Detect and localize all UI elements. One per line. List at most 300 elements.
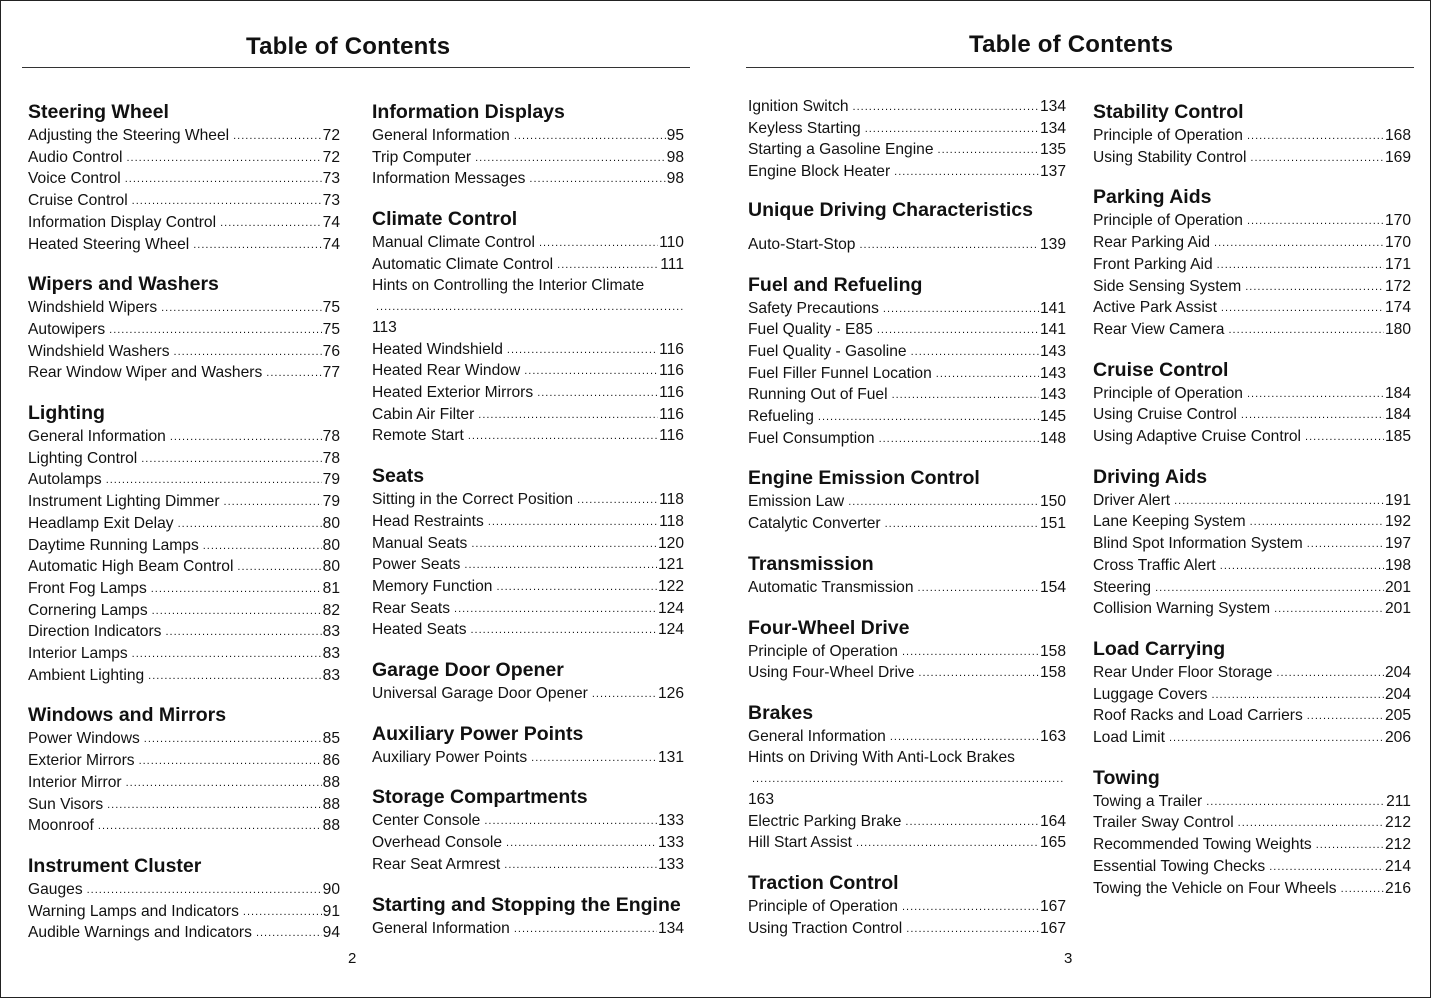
dot-leader — [1274, 598, 1384, 620]
toc-entry — [28, 362, 340, 384]
entry-page-number: 74 — [322, 213, 340, 231]
entry-page-number: 158 — [1039, 664, 1066, 682]
toc-entry — [1093, 276, 1411, 298]
entry-page-number: 81 — [322, 579, 340, 597]
entry-page-number: 134 — [657, 919, 684, 937]
dot-leader — [877, 319, 1039, 341]
dot-leader — [537, 382, 658, 404]
toc-entry — [372, 339, 684, 361]
dot-leader — [178, 513, 322, 535]
entry-page-number: 180 — [1384, 320, 1411, 338]
entry-title: Principle of Operation — [1093, 212, 1243, 230]
toc-entry — [1093, 598, 1411, 620]
entry-page-number: 83 — [322, 623, 340, 641]
entry-title: Moonroof — [28, 817, 94, 835]
entry-title: Cabin Air Filter — [372, 405, 475, 423]
entry-title: Roof Racks and Load Carriers — [1093, 707, 1303, 725]
dot-leader — [938, 139, 1039, 161]
toc-entry — [1093, 727, 1411, 749]
toc-entry — [28, 469, 340, 491]
entry-page-number: 116 — [659, 384, 684, 402]
toc-entry — [372, 168, 684, 190]
entry-title: Electric Parking Brake — [748, 812, 902, 830]
entry-title: Audio Control — [28, 148, 123, 166]
section-heading: Information Displays — [372, 101, 565, 123]
entry-page-number: 80 — [322, 514, 340, 532]
dot-leader — [936, 363, 1039, 385]
dot-leader — [170, 426, 322, 448]
toc-section-transmission — [748, 553, 1066, 599]
entry-title: Trip Computer — [372, 148, 472, 166]
dot-leader — [141, 448, 321, 470]
entry-title: Remote Start — [372, 427, 464, 445]
entry-page-number: 74 — [322, 235, 340, 253]
dot-leader — [592, 683, 657, 705]
dot-leader — [87, 879, 322, 901]
entry-page-number: 201 — [1384, 578, 1411, 596]
toc-section-storage-compartments — [372, 786, 684, 875]
dot-leader — [148, 665, 321, 687]
entry-title: Autowipers — [28, 320, 106, 338]
entry-title: Essential Towing Checks — [1093, 857, 1266, 875]
entry-title: Heated Rear Window — [372, 362, 521, 380]
entry-title: Front Parking Aid — [1093, 255, 1213, 273]
entry-page-number: 79 — [322, 471, 340, 489]
entry-title: Warning Lamps and Indicators — [28, 902, 239, 920]
toc-entry — [28, 578, 340, 600]
dot-leader — [514, 918, 657, 940]
entry-page-number: 72 — [322, 148, 340, 166]
entry-page-number: 143 — [1039, 342, 1066, 360]
entry-page-number: 172 — [1384, 277, 1411, 295]
dot-leader — [504, 854, 657, 876]
entry-title: Head Restraints — [372, 512, 484, 530]
entry-page-number: 88 — [322, 795, 340, 813]
entry-page-number: 78 — [322, 449, 340, 467]
entry-title: Rear Seat Armrest — [372, 855, 501, 873]
entry-page-number: 121 — [657, 556, 684, 574]
dot-leader — [865, 118, 1039, 140]
dot-leader — [539, 232, 658, 254]
toc-entry — [372, 598, 684, 620]
toc-entry — [1093, 404, 1411, 426]
toc-entry — [28, 168, 340, 190]
toc-entry — [28, 297, 340, 319]
dot-leader — [911, 341, 1039, 363]
toc-entry — [28, 319, 340, 341]
toc-entry — [748, 428, 1066, 450]
entry-title: Emission Law — [748, 493, 845, 511]
toc-entry — [372, 254, 684, 276]
entry-title: Sun Visors — [28, 795, 104, 813]
dot-leader — [203, 535, 322, 557]
dot-leader — [161, 297, 322, 319]
entry-title: Windshield Wipers — [28, 299, 158, 317]
dot-leader — [1221, 297, 1384, 319]
entry-page-number: 77 — [322, 364, 340, 382]
entry-title: Luggage Covers — [1093, 685, 1208, 703]
dot-leader — [1276, 662, 1384, 684]
section-heading: Load Carrying — [1093, 637, 1226, 660]
toc-entry — [1093, 834, 1411, 856]
entry-title: Ambient Lighting — [28, 666, 145, 684]
entry-page-number: 201 — [1384, 600, 1411, 618]
entry-title: Side Sensing System — [1093, 277, 1242, 295]
toc-entry — [372, 125, 684, 147]
entry-page-number: 133 — [657, 834, 684, 852]
toc-entry — [1093, 297, 1411, 319]
entry-title: Hints on Controlling the Interior Climate — [372, 276, 645, 294]
toc-entry — [748, 832, 1066, 854]
toc-entry — [1093, 533, 1411, 555]
toc-entry — [28, 901, 340, 923]
section-heading: Windows and Mirrors — [28, 704, 227, 727]
entry-page-number: 116 — [659, 427, 684, 445]
toc-section-parking-aids — [1093, 186, 1411, 340]
section-heading: Lighting — [28, 402, 105, 425]
entry-title: Towing the Vehicle on Four Wheels — [1093, 879, 1337, 897]
entry-page-number: 145 — [1039, 408, 1066, 426]
entry-title: Hints on Driving With Anti-Lock Brakes — [748, 748, 1015, 766]
entry-page-number: 94 — [322, 924, 340, 942]
section-heading: Climate Control — [372, 208, 518, 231]
dot-leader — [894, 161, 1039, 183]
entry-title: Principle of Operation — [748, 642, 898, 660]
entry-title: Fuel Filler Funnel Location — [748, 364, 932, 382]
entry-page-number: 171 — [1384, 255, 1411, 273]
entry-page-number: 124 — [657, 621, 684, 639]
dot-leader — [125, 168, 322, 190]
dot-leader — [152, 600, 322, 622]
entry-title: Trailer Sway Control — [1093, 814, 1234, 832]
toc-entry — [372, 404, 684, 426]
toc-entry — [1093, 878, 1411, 900]
toc-entry — [748, 726, 1066, 748]
toc-entry — [748, 406, 1066, 428]
toc-section-unique-driving-characteristics — [748, 199, 1066, 256]
entry-page-number: 167 — [1039, 898, 1066, 916]
toc-entry — [28, 125, 340, 147]
entry-page-number: 75 — [322, 320, 340, 338]
dot-leader — [144, 728, 322, 750]
entry-title: Hill Start Assist — [748, 834, 852, 852]
entry-page-number: 116 — [659, 405, 684, 423]
entry-page-number: 137 — [1039, 163, 1066, 181]
toc-section-fuel-and-refueling — [748, 274, 1066, 450]
entry-page-number: 83 — [322, 645, 340, 663]
entry-page-number: 85 — [322, 730, 340, 748]
dot-leader — [1250, 147, 1384, 169]
toc-entry — [28, 922, 340, 944]
dot-leader — [174, 341, 322, 363]
entry-page-number: 91 — [322, 902, 340, 920]
dot-leader — [220, 212, 322, 234]
entry-page-number: 151 — [1039, 515, 1066, 533]
entry-page-number: 158 — [1039, 642, 1066, 660]
entry-page-number: 141 — [1039, 299, 1066, 317]
dot-leader — [514, 125, 666, 147]
entry-page-number: 169 — [1384, 148, 1411, 166]
entry-page-number: 118 — [659, 491, 684, 509]
toc-entry — [28, 234, 340, 256]
entry-title: Using Traction Control — [748, 919, 903, 937]
entry-title: Information Display Control — [28, 213, 217, 231]
entry-page-number: 134 — [1039, 119, 1066, 137]
toc-entry — [1093, 705, 1411, 727]
entry-title: Autolamps — [28, 471, 102, 489]
entry-title: Steering — [1093, 578, 1152, 596]
dot-leader — [853, 96, 1039, 118]
toc-entry — [28, 794, 340, 816]
dot-leader — [488, 511, 658, 533]
dot-leader — [1247, 383, 1384, 405]
toc-entry — [1093, 856, 1411, 878]
entry-page-number: 165 — [1039, 834, 1066, 852]
entry-title: General Information — [28, 428, 166, 446]
toc-entry — [1093, 490, 1411, 512]
toc-entry — [748, 234, 1066, 256]
entry-page-number: 216 — [1384, 879, 1411, 897]
section-heading: Auxiliary Power Points — [372, 722, 584, 745]
toc-entry — [28, 535, 340, 557]
dot-leader — [132, 643, 322, 665]
toc-column-left-2 — [372, 101, 684, 957]
dot-leader — [496, 576, 657, 598]
entry-page-number: 122 — [657, 577, 684, 595]
dot-leader — [139, 750, 322, 772]
entry-title: Automatic High Beam Control — [28, 558, 234, 576]
entry-title: Heated Exterior Mirrors — [372, 384, 534, 402]
entry-page-number: 80 — [322, 558, 340, 576]
toc-entry — [1093, 426, 1411, 448]
dot-leader — [818, 406, 1039, 428]
dot-leader — [879, 428, 1039, 450]
section-heading: Garage Door Opener — [372, 659, 564, 682]
dot-leader — [471, 533, 657, 555]
entry-page-number: 73 — [322, 170, 340, 188]
entry-title: Refueling — [748, 408, 814, 426]
entry-page-number: 163 — [1039, 727, 1066, 745]
entry-page-number: 167 — [1039, 919, 1066, 937]
entry-title: Center Console — [372, 812, 481, 830]
entry-title: Rear Under Floor Storage — [1093, 663, 1273, 681]
dot-leader — [1155, 577, 1384, 599]
toc-entry — [28, 728, 340, 750]
toc-section-load-carrying — [1093, 638, 1411, 749]
dot-leader — [256, 922, 322, 944]
toc-section-stability-control — [1093, 101, 1411, 168]
dot-leader — [1305, 426, 1384, 448]
toc-entry — [748, 384, 1066, 406]
toc-entry — [372, 511, 684, 533]
entry-page-number: 184 — [1384, 406, 1411, 424]
toc-entry — [28, 772, 340, 794]
entry-title: Daytime Running Lamps — [28, 536, 199, 554]
section-heading: Transmission — [748, 552, 874, 575]
toc-section-information-displays — [372, 101, 684, 190]
toc-entry — [1093, 319, 1411, 341]
dot-leader — [859, 234, 1038, 256]
toc-entry — [372, 576, 684, 598]
toc-entry — [748, 641, 1066, 663]
toc-entry — [28, 879, 340, 901]
toc-section-windows-and-mirrors — [28, 704, 340, 837]
entry-page-number: 206 — [1384, 729, 1411, 747]
entry-page-number: 133 — [657, 812, 684, 830]
toc-entry — [748, 896, 1066, 918]
dot-leader — [376, 296, 683, 318]
entry-title: Collision Warning System — [1093, 600, 1271, 618]
dot-leader — [1238, 812, 1384, 834]
toc-entry — [748, 341, 1066, 363]
toc-entry — [748, 918, 1066, 940]
entry-page-number: 163 — [748, 791, 775, 809]
entry-title: Rear Parking Aid — [1093, 234, 1211, 252]
toc-entry — [372, 810, 684, 832]
dot-leader — [165, 621, 321, 643]
entry-page-number: 135 — [1039, 141, 1066, 159]
toc-entry — [748, 363, 1066, 385]
entry-page-number: 212 — [1384, 836, 1411, 854]
entry-page-number: 98 — [666, 148, 684, 166]
toc-entry — [372, 554, 684, 576]
entry-page-number: 170 — [1384, 212, 1411, 230]
dot-leader — [1269, 856, 1384, 878]
dot-leader — [1228, 319, 1384, 341]
entry-title: Information Messages — [372, 170, 526, 188]
toc-entry — [748, 491, 1066, 513]
toc-entry — [372, 533, 684, 555]
toc-section-lighting — [28, 402, 340, 686]
toc-section-traction-control — [748, 872, 1066, 939]
dot-leader — [126, 772, 322, 794]
toc-entry — [1093, 147, 1411, 169]
toc-section-seats — [372, 465, 684, 641]
entry-page-number: 98 — [666, 170, 684, 188]
entry-title: Lighting Control — [28, 449, 138, 467]
entry-page-number: 150 — [1039, 493, 1066, 511]
dot-leader — [848, 491, 1039, 513]
entry-title: Principle of Operation — [1093, 384, 1243, 402]
dot-leader — [905, 811, 1039, 833]
toc-entry — [1093, 812, 1411, 834]
toc-entry — [1093, 662, 1411, 684]
dot-leader — [233, 125, 322, 147]
dot-leader — [1214, 232, 1384, 254]
toc-section-driving-aids — [1093, 466, 1411, 620]
dot-leader — [885, 513, 1039, 535]
entry-title: Fuel Quality - Gasoline — [748, 342, 907, 360]
dot-leader — [531, 747, 657, 769]
entry-title: Interior Mirror — [28, 773, 122, 791]
entry-title: Rear Window Wiper and Washers — [28, 364, 263, 382]
toc-entry — [28, 341, 340, 363]
entry-title: Universal Garage Door Opener — [372, 685, 588, 703]
toc-entry — [748, 748, 1066, 811]
toc-section-cruise-control — [1093, 359, 1411, 448]
dot-leader — [132, 190, 322, 212]
dot-leader — [1169, 727, 1384, 749]
toc-entry — [748, 139, 1066, 161]
entry-title: Front Fog Lamps — [28, 579, 147, 597]
dot-leader — [1241, 404, 1384, 426]
section-heading: Cruise Control — [1093, 358, 1229, 381]
dot-leader — [151, 578, 322, 600]
section-heading: Parking Aids — [1093, 186, 1212, 209]
entry-title: Rear View Camera — [1093, 320, 1225, 338]
section-heading: Driving Aids — [1093, 465, 1208, 488]
entry-title: Driver Alert — [1093, 491, 1171, 509]
toc-section-auxiliary-power-points — [372, 723, 684, 769]
entry-page-number: 90 — [322, 880, 340, 898]
section-heading: Towing — [1093, 766, 1160, 789]
entry-title: Power Seats — [372, 556, 461, 574]
entry-title: Catalytic Converter — [748, 515, 881, 533]
toc-section-four-wheel-drive — [748, 617, 1066, 684]
toc-section-continued — [748, 96, 1066, 183]
toc-entry — [372, 489, 684, 511]
dot-leader — [464, 554, 657, 576]
toc-entry — [1093, 791, 1411, 813]
dot-leader — [475, 147, 666, 169]
dot-leader — [1206, 791, 1385, 813]
toc-entry — [372, 747, 684, 769]
section-heading: Steering Wheel — [28, 101, 169, 123]
toc-entry — [748, 96, 1066, 118]
toc-entry — [372, 683, 684, 705]
toc-section-brakes — [748, 702, 1066, 854]
entry-title: Recommended Towing Weights — [1093, 836, 1312, 854]
entry-title: Ignition Switch — [748, 98, 849, 115]
entry-page-number: 143 — [1039, 386, 1066, 404]
entry-page-number: 111 — [660, 255, 684, 273]
entry-page-number: 170 — [1384, 234, 1411, 252]
entry-title: Cross Traffic Alert — [1093, 556, 1216, 574]
entry-title: Windshield Washers — [28, 342, 170, 360]
entry-title: Automatic Transmission — [748, 578, 914, 596]
entry-title: Using Cruise Control — [1093, 406, 1237, 424]
toc-entry — [748, 161, 1066, 183]
section-heading: Traction Control — [748, 872, 899, 895]
entry-title: Using Stability Control — [1093, 148, 1247, 166]
dot-leader — [918, 577, 1039, 599]
toc-entry — [1093, 232, 1411, 254]
toc-column-right-1 — [748, 96, 1066, 958]
entry-page-number: 95 — [666, 127, 684, 144]
entry-title: Engine Block Heater — [748, 163, 891, 181]
dot-leader — [883, 298, 1039, 320]
entry-title: Memory Function — [372, 577, 493, 595]
dot-leader — [1341, 878, 1384, 900]
entry-page-number: 205 — [1384, 707, 1411, 725]
entry-title: Load Limit — [1093, 729, 1165, 747]
entry-title: General Information — [372, 919, 510, 937]
toc-entry — [28, 513, 340, 535]
dot-leader — [1220, 555, 1384, 577]
entry-page-number: 83 — [322, 666, 340, 684]
toc-entry — [372, 360, 684, 382]
entry-title: Cornering Lamps — [28, 601, 148, 619]
entry-page-number: 82 — [322, 601, 340, 619]
toc-entry — [372, 854, 684, 876]
dot-leader — [1245, 276, 1384, 298]
dot-leader — [918, 662, 1039, 684]
dot-leader — [1316, 834, 1384, 856]
dot-leader — [471, 619, 657, 641]
section-heading: Engine Emission Control — [748, 467, 980, 490]
toc-column-left-1 — [28, 101, 340, 962]
entry-page-number: 133 — [657, 855, 684, 873]
